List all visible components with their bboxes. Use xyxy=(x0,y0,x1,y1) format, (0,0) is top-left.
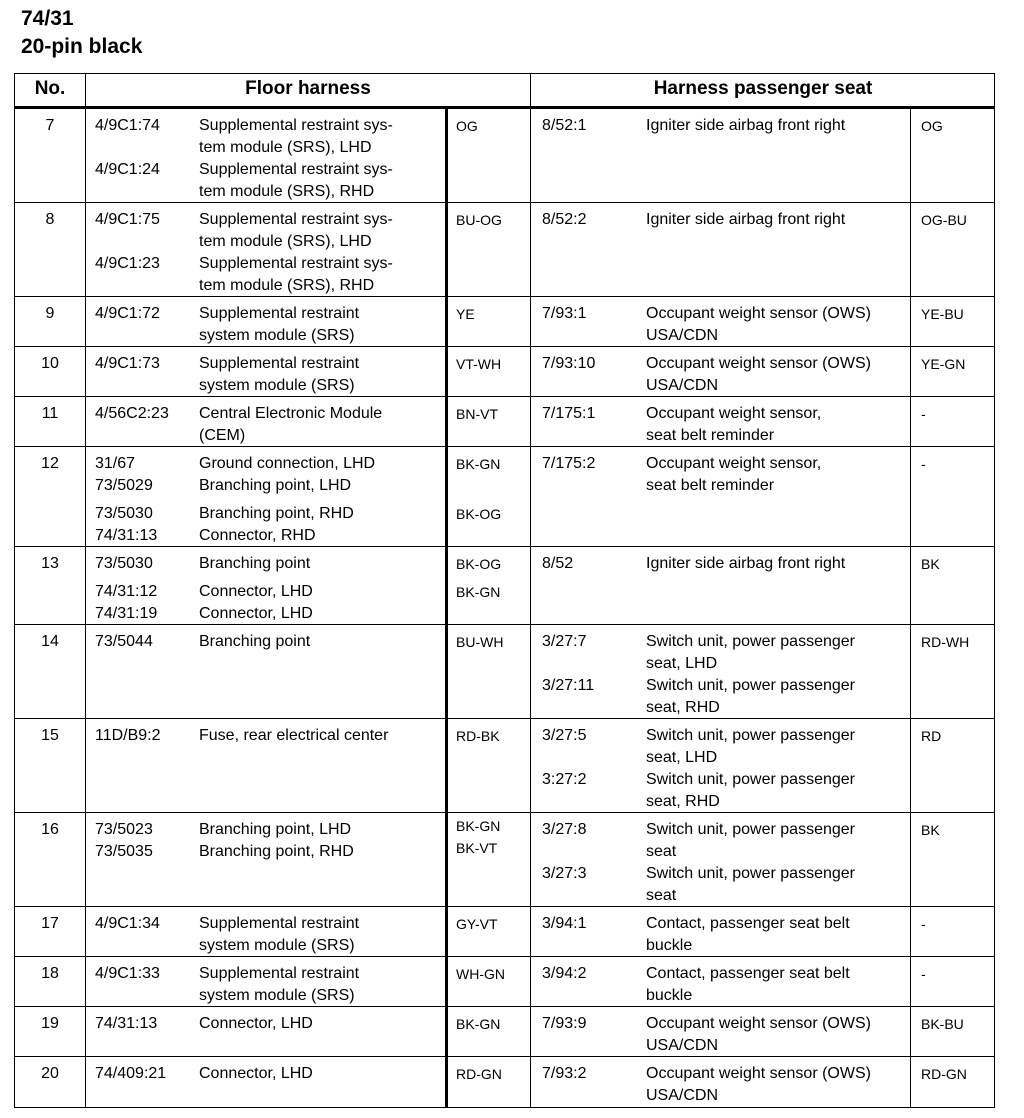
column-divider xyxy=(910,109,911,202)
seat-harness-connector-id: 7/93:9 xyxy=(542,1015,587,1032)
table-row xyxy=(15,957,994,1007)
column-divider xyxy=(445,109,448,202)
column-divider xyxy=(530,957,531,1006)
seat-harness-connector-id: 3/27:11 xyxy=(542,677,595,694)
floor-harness-wire-color: BK-GN BK-VT xyxy=(456,818,501,856)
column-divider xyxy=(85,1007,86,1056)
floor-harness-wire-color: BK-GN xyxy=(456,584,501,600)
column-divider xyxy=(530,719,531,812)
column-divider xyxy=(85,907,86,956)
seat-harness-connector-id: 7/93:1 xyxy=(542,305,587,322)
column-divider xyxy=(445,907,448,956)
column-divider xyxy=(85,719,86,812)
column-divider xyxy=(910,1057,911,1107)
floor-harness-connector-id: 74/31:13 xyxy=(95,1015,158,1032)
pinout-table xyxy=(14,73,995,1108)
floor-harness-description: Supplemental restraint system module (SRS) xyxy=(199,965,360,1004)
seat-harness-connector-id: 7/175:2 xyxy=(542,455,596,472)
seat-harness-connector-id: 7/175:1 xyxy=(542,405,596,422)
column-divider xyxy=(85,625,86,718)
floor-harness-wire-color: GY-VT xyxy=(456,916,498,932)
seat-harness-connector-id: 3/94:2 xyxy=(542,965,587,982)
table-header xyxy=(15,74,994,109)
pin-number: 7 xyxy=(45,117,55,134)
header-passenger-seat: Harness passenger seat xyxy=(653,78,873,99)
connector-title: 74/31 xyxy=(21,7,74,30)
floor-harness-description: Supplemental restraint system module (SRS) xyxy=(199,915,360,954)
seat-harness-wire-color: RD xyxy=(921,728,942,744)
floor-harness-description: Supplemental restraint sys- tem module (SRS), RHD xyxy=(199,255,393,294)
seat-harness-connector-id: 3/27:8 xyxy=(542,821,587,838)
pin-number: 10 xyxy=(41,355,59,372)
seat-harness-description: Occupant weight sensor, seat belt reminder xyxy=(646,405,822,444)
seat-harness-wire-color: - xyxy=(921,916,926,932)
seat-harness-description: Contact, passenger seat belt buckle xyxy=(646,915,850,954)
table-row xyxy=(15,1007,994,1057)
floor-harness-connector-id: 31/67 73/5029 xyxy=(95,455,153,494)
table-row xyxy=(15,547,994,625)
pin-number: 20 xyxy=(41,1065,59,1082)
floor-harness-connector-id: 73/5030 74/31:13 xyxy=(95,505,158,544)
floor-harness-connector-id: 4/9C1:23 xyxy=(95,255,160,272)
column-divider xyxy=(445,1057,448,1107)
floor-harness-description: Central Electronic Module (CEM) xyxy=(199,405,383,444)
floor-harness-connector-id: 73/5023 73/5035 xyxy=(95,821,153,860)
seat-harness-description: Switch unit, power passenger seat, RHD xyxy=(646,677,855,716)
seat-harness-connector-id: 3:27:2 xyxy=(542,771,587,788)
column-divider xyxy=(530,203,531,296)
seat-harness-description: Occupant weight sensor (OWS) USA/CDN xyxy=(646,1015,871,1054)
seat-harness-wire-color: BK-BU xyxy=(921,1016,964,1032)
pin-number: 17 xyxy=(41,915,59,932)
floor-harness-connector-id: 4/9C1:72 xyxy=(95,305,160,322)
seat-harness-connector-id: 8/52:2 xyxy=(542,211,587,228)
column-divider xyxy=(445,397,448,446)
floor-harness-connector-id: 4/9C1:73 xyxy=(95,355,160,372)
column-divider xyxy=(530,625,531,718)
column-divider xyxy=(85,397,86,446)
pin-number: 9 xyxy=(45,305,55,322)
seat-harness-description: Switch unit, power passenger seat, LHD xyxy=(646,727,855,766)
seat-harness-description: Switch unit, power passenger seat xyxy=(646,821,855,860)
floor-harness-wire-color: BU-OG xyxy=(456,212,502,228)
column-divider xyxy=(445,1007,448,1056)
column-divider xyxy=(445,203,448,296)
column-divider xyxy=(85,1057,86,1107)
pin-number: 15 xyxy=(41,727,59,744)
column-divider xyxy=(85,109,86,202)
column-divider xyxy=(530,907,531,956)
floor-harness-wire-color: WH-GN xyxy=(456,966,505,982)
table-row xyxy=(15,813,994,907)
seat-harness-wire-color: RD-WH xyxy=(921,634,970,650)
seat-harness-wire-color: BK xyxy=(921,556,940,572)
seat-harness-description: Switch unit, power passenger seat, LHD xyxy=(646,633,855,672)
seat-harness-connector-id: 3/27:3 xyxy=(542,865,587,882)
column-divider xyxy=(445,813,448,906)
seat-harness-description: Igniter side airbag front right xyxy=(646,117,846,134)
seat-harness-connector-id: 8/52:1 xyxy=(542,117,587,134)
connector-heading xyxy=(21,5,142,61)
column-divider xyxy=(910,297,911,346)
column-divider xyxy=(910,957,911,1006)
seat-harness-description: Occupant weight sensor (OWS) USA/CDN xyxy=(646,355,871,394)
floor-harness-description: Connector, LHD Connector, LHD xyxy=(199,583,313,622)
floor-harness-connector-id: 73/5044 xyxy=(95,633,153,650)
column-divider xyxy=(85,447,86,546)
pin-number: 18 xyxy=(41,965,59,982)
seat-harness-wire-color: RD-GN xyxy=(921,1066,967,1082)
column-divider xyxy=(85,347,86,396)
pin-number: 16 xyxy=(41,821,59,838)
table-row xyxy=(15,203,994,297)
seat-harness-wire-color: OG-BU xyxy=(921,212,967,228)
seat-harness-connector-id: 3/27:5 xyxy=(542,727,587,744)
pin-number: 12 xyxy=(41,455,59,472)
seat-harness-description: Igniter side airbag front right xyxy=(646,211,846,228)
floor-harness-connector-id: 74/31:12 74/31:19 xyxy=(95,583,158,622)
column-divider xyxy=(910,907,911,956)
column-divider xyxy=(910,1007,911,1056)
floor-harness-wire-color: BK-GN xyxy=(456,456,501,472)
column-divider xyxy=(530,397,531,446)
column-divider xyxy=(445,297,448,346)
seat-harness-connector-id: 8/52 xyxy=(542,555,574,572)
floor-harness-description: Fuse, rear electrical center xyxy=(199,727,389,744)
floor-harness-wire-color: RD-BK xyxy=(456,728,500,744)
table-row xyxy=(15,719,994,813)
floor-harness-wire-color: VT-WH xyxy=(456,356,502,372)
column-divider xyxy=(85,547,86,624)
floor-harness-connector-id: 4/56C2:23 xyxy=(95,405,169,422)
column-divider xyxy=(445,347,448,396)
column-divider xyxy=(530,297,531,346)
seat-harness-description: Switch unit, power passenger seat xyxy=(646,865,855,904)
table-row xyxy=(15,625,994,719)
column-divider xyxy=(530,447,531,546)
column-divider xyxy=(530,547,531,624)
seat-harness-wire-color: YE-GN xyxy=(921,356,966,372)
column-divider xyxy=(910,447,911,546)
table-row xyxy=(15,109,994,203)
column-divider xyxy=(445,625,448,718)
floor-harness-connector-id: 4/9C1:24 xyxy=(95,161,160,178)
column-divider xyxy=(445,547,448,624)
column-divider xyxy=(85,957,86,1006)
floor-harness-description: Branching point, RHD Connector, RHD xyxy=(199,505,354,544)
seat-harness-connector-id: 7/93:2 xyxy=(542,1065,587,1082)
column-divider xyxy=(530,347,531,396)
column-divider xyxy=(530,1007,531,1056)
floor-harness-connector-id: 4/9C1:34 xyxy=(95,915,160,932)
column-divider xyxy=(910,397,911,446)
column-divider xyxy=(445,719,448,812)
column-divider xyxy=(910,625,911,718)
column-divider xyxy=(445,447,448,546)
pin-number: 8 xyxy=(45,211,55,228)
column-divider xyxy=(910,547,911,624)
table-row xyxy=(15,297,994,347)
floor-harness-wire-color: BK-OG xyxy=(456,556,502,572)
floor-harness-description: Connector, LHD xyxy=(199,1015,313,1032)
floor-harness-connector-id: 74/409:21 xyxy=(95,1065,167,1082)
seat-harness-description: Contact, passenger seat belt buckle xyxy=(646,965,850,1004)
floor-harness-wire-color: OG xyxy=(456,118,478,134)
column-divider xyxy=(85,813,86,906)
floor-harness-wire-color: BN-VT xyxy=(456,406,498,422)
floor-harness-wire-color: RD-GN xyxy=(456,1066,502,1082)
seat-harness-connector-id: 3/27:7 xyxy=(542,633,587,650)
table-row xyxy=(15,447,994,547)
floor-harness-description: Connector, LHD xyxy=(199,1065,313,1082)
table-row xyxy=(15,347,994,397)
floor-harness-wire-color: YE xyxy=(456,306,475,322)
seat-harness-description: Occupant weight sensor (OWS) USA/CDN xyxy=(646,1065,871,1104)
floor-harness-description: Branching point xyxy=(199,555,311,572)
column-divider xyxy=(445,957,448,1006)
table-body xyxy=(15,109,994,1107)
column-divider xyxy=(530,109,531,202)
seat-harness-wire-color: OG xyxy=(921,118,943,134)
pin-number: 11 xyxy=(41,405,59,422)
column-divider xyxy=(910,813,911,906)
column-divider xyxy=(85,203,86,296)
column-divider xyxy=(85,297,86,346)
table-row xyxy=(15,907,994,957)
seat-harness-connector-id: 7/93:10 xyxy=(542,355,596,372)
seat-harness-wire-color: - xyxy=(921,406,926,422)
floor-harness-connector-id: 4/9C1:75 xyxy=(95,211,160,228)
header-no: No. xyxy=(15,74,86,106)
floor-harness-description: Supplemental restraint system module (SRS) xyxy=(199,305,360,344)
floor-harness-wire-color: BU-WH xyxy=(456,634,504,650)
floor-harness-description: Branching point, LHD Branching point, RHD xyxy=(199,821,354,860)
seat-harness-description: Occupant weight sensor (OWS) USA/CDN xyxy=(646,305,871,344)
floor-harness-connector-id: 4/9C1:33 xyxy=(95,965,160,982)
floor-harness-connector-id: 11D/B9:2 xyxy=(95,727,161,744)
seat-harness-description: Switch unit, power passenger seat, RHD xyxy=(646,771,855,810)
seat-harness-wire-color: YE-BU xyxy=(921,306,964,322)
seat-harness-wire-color: BK xyxy=(921,822,940,838)
seat-harness-connector-id: 3/94:1 xyxy=(542,915,587,932)
pin-number: 13 xyxy=(41,555,59,572)
column-divider xyxy=(910,203,911,296)
column-divider xyxy=(910,719,911,812)
column-divider xyxy=(530,813,531,906)
column-divider xyxy=(530,1057,531,1107)
floor-harness-connector-id: 73/5030 xyxy=(95,555,153,572)
table-row xyxy=(15,1057,994,1107)
column-divider xyxy=(910,347,911,396)
floor-harness-description: Supplemental restraint sys- tem module (SRS), RHD xyxy=(199,161,393,200)
floor-harness-description: Branching point xyxy=(199,633,311,650)
floor-harness-wire-color: BK-GN xyxy=(456,1016,501,1032)
seat-harness-wire-color: - xyxy=(921,456,926,472)
floor-harness-description: Supplemental restraint sys- tem module (SRS), LHD xyxy=(199,211,393,250)
connector-subtitle: 20-pin black xyxy=(21,35,143,58)
seat-harness-description: Occupant weight sensor, seat belt reminder xyxy=(646,455,822,494)
table-row xyxy=(15,397,994,447)
floor-harness-wire-color: BK-OG xyxy=(456,506,502,522)
seat-harness-description: Igniter side airbag front right xyxy=(646,555,846,572)
pin-number: 19 xyxy=(41,1015,59,1032)
floor-harness-connector-id: 4/9C1:74 xyxy=(95,117,160,134)
seat-harness-wire-color: - xyxy=(921,966,926,982)
floor-harness-description: Supplemental restraint sys- tem module (SRS), LHD xyxy=(199,117,393,156)
pin-number: 14 xyxy=(41,633,59,650)
floor-harness-description: Ground connection, LHD Branching point, LHD xyxy=(199,455,376,494)
header-floor-harness: Floor harness xyxy=(86,74,531,106)
floor-harness-description: Supplemental restraint system module (SRS) xyxy=(199,355,360,394)
